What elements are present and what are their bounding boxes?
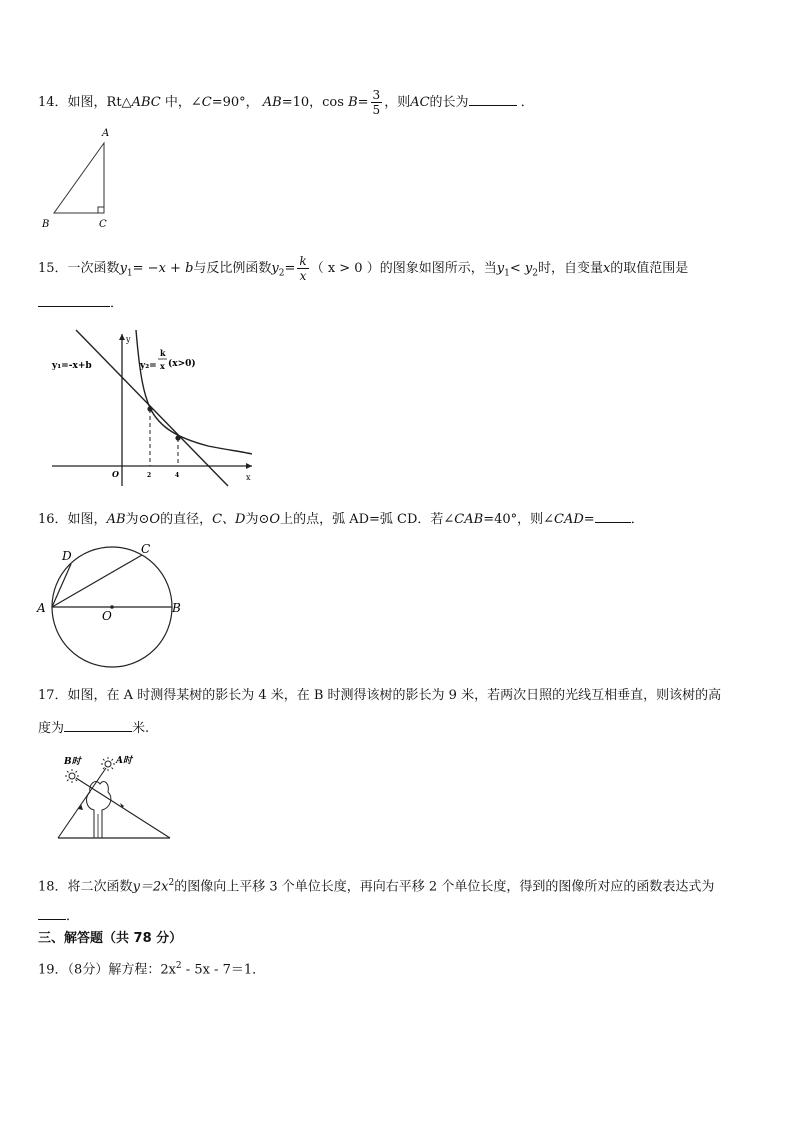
q15-axis-x-label: x bbox=[246, 473, 251, 482]
q15-curve-label: y₂= bbox=[140, 361, 157, 371]
q17-number: 17． bbox=[38, 688, 68, 703]
q18-number: 18． bbox=[38, 879, 68, 895]
q17-answer-blank[interactable] bbox=[64, 717, 132, 732]
q16-label-a: A bbox=[37, 601, 46, 615]
q15-tick-2: 2 bbox=[147, 472, 152, 479]
q17-sun-a-icon bbox=[101, 757, 115, 771]
q16-label-d: D bbox=[62, 549, 72, 563]
q15-origin-label: O bbox=[112, 469, 119, 479]
q16-label-b: B bbox=[172, 601, 181, 615]
q14-label-b: B bbox=[42, 219, 50, 230]
q17-ray-a bbox=[58, 768, 106, 838]
q14-answer-blank[interactable] bbox=[469, 91, 517, 106]
section-title: 三、解答题（共 78 分） bbox=[38, 931, 183, 946]
q18-answer-blank[interactable] bbox=[38, 905, 66, 920]
q16-chord-ad bbox=[52, 564, 71, 607]
q17-line-1: 17．如图，在 A 时测得某树的影长为 4 米，在 B 时测得该树的影长为 9 米，若两次日照的光线互相垂直，则该树的高 bbox=[38, 688, 722, 703]
q17-sun-b-icon bbox=[65, 769, 79, 783]
q17-label-a-time: A时 bbox=[116, 756, 132, 766]
q16-number: 16． bbox=[38, 512, 68, 527]
q16-label-o: O bbox=[102, 609, 112, 623]
q14-label-c: C bbox=[99, 219, 107, 230]
q14-label-a: A bbox=[102, 128, 110, 139]
q16-text: 16．如图，AB为⊙O的直径，C、D为⊙O上的点，弧 AD=弧 CD．若∠CAB=40°，则∠CAD= ． bbox=[38, 508, 644, 530]
q17-line-2: 度为 米. bbox=[38, 717, 149, 739]
q15-graph-figure bbox=[48, 328, 258, 490]
q15-axis-y-label: y bbox=[126, 335, 131, 344]
q15-line-label: y₁=-x+b bbox=[52, 361, 92, 371]
q18-text: 18．将二次函数$y=2x^2$的图像向上平移 3 个单位长度，再向右平移 2 个单位长度，得到的图像所对应的函数表达式为 bbox=[38, 878, 715, 895]
svg-text:(x>0): (x>0) bbox=[168, 359, 196, 369]
q15-tick-4: 4 bbox=[175, 472, 180, 479]
q19-text: 19．（8分）解方程：$2x^2 - 5x - 7=1$． bbox=[38, 961, 266, 978]
svg-text:k: k bbox=[160, 348, 166, 358]
q17-tree bbox=[87, 782, 111, 838]
q14-fraction: $\frac{3}{5}$ bbox=[372, 88, 381, 117]
q14-number: 14． bbox=[38, 95, 68, 110]
q17-tree-shadow-figure bbox=[50, 752, 174, 842]
q16-answer-blank[interactable] bbox=[595, 508, 631, 523]
q14-text: 14．如图，Rt△ABC 中，∠C=90°， AB=10，cos B= $\frac{3}{5}$ ，则AC的长为 ． bbox=[38, 88, 534, 117]
q15-fraction: $\frac{k}{x}$ bbox=[299, 254, 307, 283]
q15-answer-line: ． bbox=[38, 292, 123, 314]
q14-triangle-figure bbox=[36, 125, 126, 233]
q17-label-b-time: B时 bbox=[64, 757, 81, 767]
q16-label-c: C bbox=[141, 542, 151, 556]
svg-text:x: x bbox=[160, 361, 165, 371]
q16-circle-figure bbox=[34, 540, 192, 670]
q15-text: 15．一次函数$y_1= -x + b$与反比例函数$y_2=$ $\frac{k}{x}$ （ x > 0 ）的图象如图所示，当$y_1< y_2$时，自变量x的取值范围是 bbox=[38, 254, 689, 283]
q15-number: 15． bbox=[38, 261, 68, 276]
q15-answer-blank[interactable] bbox=[38, 292, 110, 307]
q18-answer-line: ． bbox=[38, 905, 79, 927]
q15-curve-y2 bbox=[136, 330, 252, 454]
q19-number: 19． bbox=[38, 962, 68, 978]
